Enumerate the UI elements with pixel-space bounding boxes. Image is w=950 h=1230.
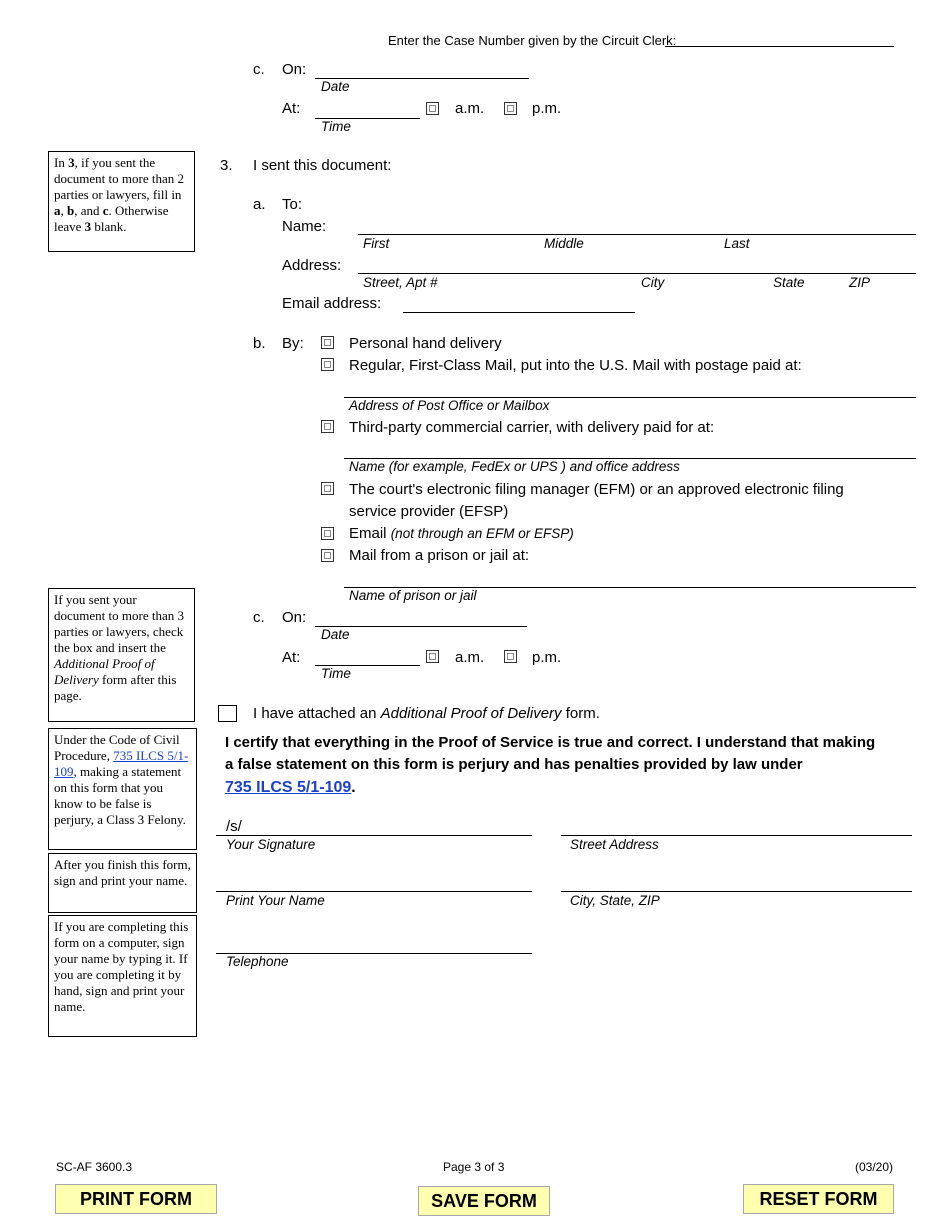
email-option-label: Email (not through an EFM or EFSP) bbox=[349, 525, 574, 542]
signature-caption: Your Signature bbox=[226, 837, 316, 852]
side-note-additional: If you sent your document to more than 3 parties or lawyers, check the box and insert the Additional Proof of Delivery form after this page. bbox=[48, 588, 195, 722]
print-name-caption: Print Your Name bbox=[226, 893, 325, 908]
street-address-caption: Street Address bbox=[570, 837, 659, 852]
prison-mail-label: Mail from a prison or jail at: bbox=[349, 547, 530, 564]
first-class-mail-label: Regular, First-Class Mail, put into the U.S. Mail with postage paid at: bbox=[349, 357, 802, 374]
hand-delivery-checkbox[interactable] bbox=[321, 336, 334, 349]
signature-field[interactable] bbox=[216, 835, 532, 836]
hand-delivery-label: Personal hand delivery bbox=[349, 335, 502, 352]
recipient-name-field[interactable] bbox=[358, 234, 916, 235]
certify-line3: 735 ILCS 5/1-109. bbox=[225, 779, 356, 796]
print-form-button[interactable]: PRINT FORM bbox=[55, 1184, 217, 1214]
section3-heading: I sent this document: bbox=[253, 157, 392, 174]
pm-label: p.m. bbox=[532, 649, 562, 666]
side-note-computer: If you are completing this form on a computer, sign your name by typing it. If you are completing it by hand, sign and print your name. bbox=[48, 915, 197, 1037]
certify-line1: I certify that everything in the Proof of Service is true and correct. I understand that making bbox=[225, 734, 876, 751]
post-office-caption: Address of Post Office or Mailbox bbox=[349, 398, 550, 413]
top-am-label: a.m. bbox=[455, 100, 485, 117]
top-pm-checkbox[interactable] bbox=[504, 102, 517, 115]
on-label: On: bbox=[282, 609, 307, 626]
print-name-field[interactable] bbox=[216, 891, 532, 892]
top-c-letter: c. bbox=[253, 61, 265, 78]
state-caption: State bbox=[773, 275, 805, 290]
by-label: By: bbox=[282, 335, 304, 352]
prison-mail-checkbox[interactable] bbox=[321, 549, 334, 562]
save-form-button[interactable]: SAVE FORM bbox=[418, 1186, 550, 1216]
section3-number: 3. bbox=[220, 157, 233, 174]
side-note-section3: In 3, if you sent the document to more than 2 parties or lawyers, fill in a, b, and c. Otherwise leave 3 blank. bbox=[48, 151, 195, 252]
additional-proof-checkbox[interactable] bbox=[218, 705, 237, 722]
email-checkbox[interactable] bbox=[321, 527, 334, 540]
top-date-caption: Date bbox=[321, 79, 350, 94]
street-caption: Street, Apt # bbox=[363, 275, 438, 290]
am-label: a.m. bbox=[455, 649, 485, 666]
first-caption: First bbox=[363, 236, 390, 251]
top-time-caption: Time bbox=[321, 119, 351, 134]
pm-checkbox[interactable] bbox=[504, 650, 517, 663]
email-label: Email address: bbox=[282, 295, 382, 312]
additional-proof-label: I have attached an Additional Proof of Delivery form. bbox=[253, 705, 600, 722]
c-letter: c. bbox=[253, 609, 265, 626]
to-label: To: bbox=[282, 196, 303, 213]
side-note-sign: After you finish this form, sign and print your name. bbox=[48, 853, 197, 913]
carrier-caption: Name (for example, FedEx or UPS ) and office address bbox=[349, 459, 680, 474]
recipient-address-field[interactable] bbox=[358, 273, 916, 274]
top-pm-label: p.m. bbox=[532, 100, 562, 117]
city-state-zip-caption: City, State, ZIP bbox=[570, 893, 660, 908]
carrier-label: Third-party commercial carrier, with delivery paid for at: bbox=[349, 419, 715, 436]
middle-caption: Middle bbox=[544, 236, 584, 251]
perjury-statute-link[interactable]: 735 ILCS 5/1-109 bbox=[54, 748, 189, 779]
last-caption: Last bbox=[724, 236, 750, 251]
signature-value[interactable]: /s/ bbox=[226, 818, 242, 835]
top-on-label: On: bbox=[282, 61, 307, 78]
certify-statute-link[interactable]: 735 ILCS 5/1-109 bbox=[225, 779, 352, 796]
zip-caption: ZIP bbox=[849, 275, 871, 290]
time-caption: Time bbox=[321, 666, 351, 681]
form-date: (03/20) bbox=[855, 1160, 894, 1174]
page-number: Page 3 of 3 bbox=[443, 1160, 505, 1174]
case-number-field[interactable] bbox=[665, 46, 894, 47]
efm-checkbox[interactable] bbox=[321, 482, 334, 495]
certify-line2: a false statement on this form is perjury and has penalties provided by law under bbox=[225, 756, 803, 773]
efm-label-line2: service provider (EFSP) bbox=[349, 503, 509, 520]
reset-form-button[interactable]: RESET FORM bbox=[743, 1184, 894, 1214]
a-letter: a. bbox=[253, 196, 266, 213]
prison-caption: Name of prison or jail bbox=[349, 588, 477, 603]
b-letter: b. bbox=[253, 335, 266, 352]
city-state-zip-field[interactable] bbox=[561, 891, 912, 892]
name-label: Name: bbox=[282, 218, 327, 235]
recipient-email-field[interactable] bbox=[403, 312, 635, 313]
address-label: Address: bbox=[282, 257, 342, 274]
at-label: At: bbox=[282, 649, 301, 666]
form-id: SC-AF 3600.3 bbox=[56, 1160, 133, 1174]
top-am-checkbox[interactable] bbox=[426, 102, 439, 115]
efm-label-line1: The court's electronic filing manager (EFM) or an approved electronic filing bbox=[349, 481, 844, 498]
carrier-checkbox[interactable] bbox=[321, 420, 334, 433]
side-note-perjury: Under the Code of Civil Procedure, 735 ILCS 5/1-109, making a statement on this form that you know to be false is perjury, a Class 3 Felony. bbox=[48, 728, 197, 850]
street-address-field[interactable] bbox=[561, 835, 912, 836]
top-at-label: At: bbox=[282, 100, 301, 117]
date-caption: Date bbox=[321, 627, 350, 642]
telephone-caption: Telephone bbox=[226, 954, 289, 969]
first-class-mail-checkbox[interactable] bbox=[321, 358, 334, 371]
case-number-label: Enter the Case Number given by the Circuit Clerk: bbox=[388, 33, 677, 48]
city-caption: City bbox=[641, 275, 665, 290]
am-checkbox[interactable] bbox=[426, 650, 439, 663]
